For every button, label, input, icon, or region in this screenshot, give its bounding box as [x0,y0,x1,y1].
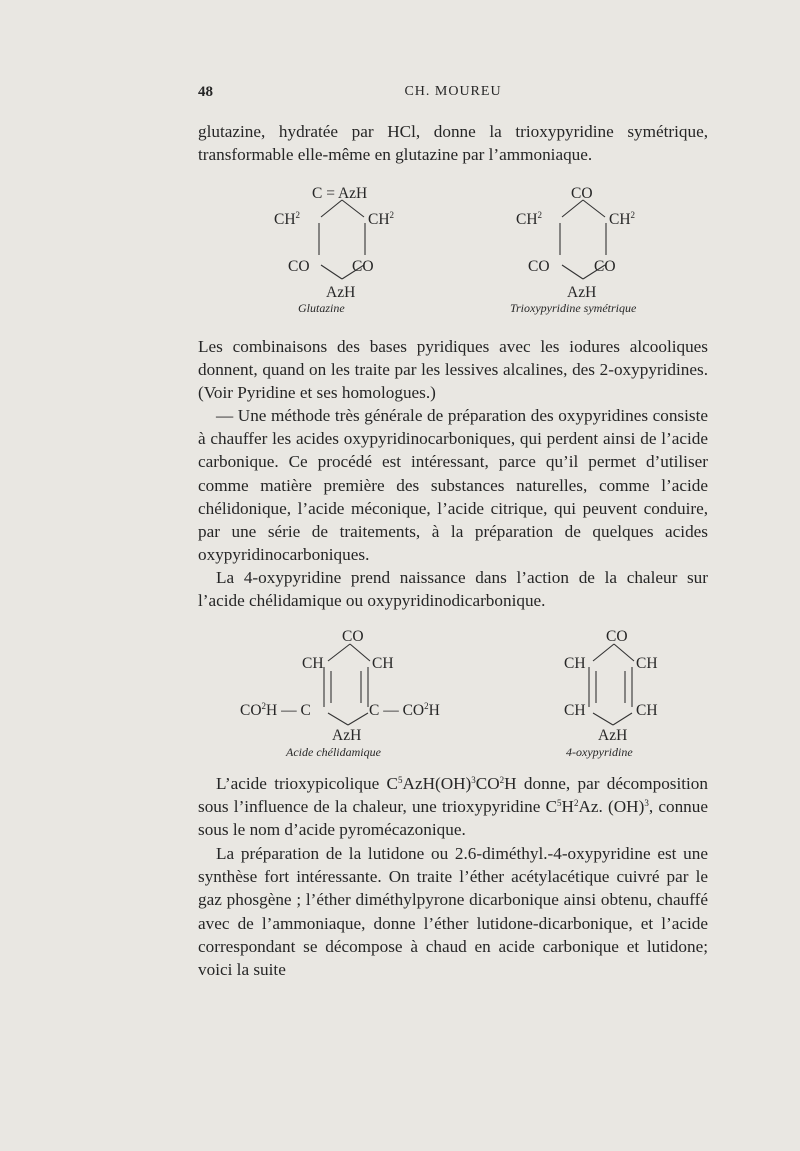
glutazine-left-top: CH [274,211,296,228]
page-header [198,84,708,108]
4-oxypyridine-top: CO [606,628,628,645]
chelidamique-right-bottom: C — $CO^2H$ [369,701,440,719]
page-number: 48 [198,84,213,100]
trioxypyridine-caption: Trioxypyridine symétrique [510,301,637,315]
paragraph-4: La 4-oxypyridine prend naissance dans l’action de la chaleur sur l’acide chélidamique ou oxypyridinodicarbonique. [198,568,708,611]
trioxypyridine-bottom: AzH [567,284,597,301]
running-head: CH. MOUREU [404,84,502,99]
4-oxypyridine-left-bottom: CH [564,702,586,719]
chelidamique-left-top: CH [302,655,324,672]
4-oxypyridine-right-bottom: CH [636,702,658,719]
paragraph-6: La préparation de la lutidone ou 2.6-diméthyl.-4-oxypyridine est une synthèse fort intéressante. On traite l’éther acétylacétique cuivré par le gaz phosgène ; l’éther diméthylpyrone dicarbonique ainsi obtenu, chauffé avec de l’ammoniaque, donne l’éther lutidone-dicarbonique, et l’acide correspondant se décompose à chaud en acide carbonique et lutidone; voici la suite [198,844,708,980]
4-oxypyridine-left-top: CH [564,655,586,672]
trioxypyridine-left-bottom: CO [528,258,550,275]
chelidamique-left-bottom: $CO^2H$ — C [240,701,311,719]
chelidamique-bottom: AzH [332,727,362,744]
chelidamique-right-top: CH [372,655,394,672]
4-oxypyridine-right-top: CH [636,655,658,672]
formula-4-oxypyridine [560,627,690,762]
chelidamique-top: CO [342,628,364,645]
glutazine-bottom: AzH [326,284,356,301]
glutazine-right-bottom: CO [352,258,374,275]
glutazine-left-bottom: CO [288,258,310,275]
paragraph-2: Les combinaisons des bases pyridiques avec les iodures alcooliques donnent, quand on les traite par les lessives alcalines, des 2-oxypyridines. (Voir Pyridine et ses homologues.) [198,337,708,403]
trioxypyridine-right-bottom: CO [594,258,616,275]
glutazine-top: C = AzH [312,185,368,202]
formula-acide-chelidamique [240,627,470,762]
paragraph-3: — Une méthode très générale de préparation des oxypyridines consiste à chauffer les acides oxypyridinocarboniques, qui perdent ainsi de l’acide carbonique. Ce procédé est intéressant, parce qu’il permet d’utiliser comme matière première des substances naturelles, comme l’acide chélidonique, l’acide méconique, l’acide citrique, qui peuvent conduire, par une série de traitements, à la préparation de quelques acides oxypyridinocarboniques. [198,406,708,565]
paragraph-1: glutazine, hydratée par HCl, donne la trioxypyridine symétrique, transformable elle-même en glutazine par l’ammoniaque. [198,122,708,165]
trioxypyridine-right-top: CH [609,211,631,228]
formula-glutazine: C = AzH $CH^2$ $CH^2$ CO CO AzH Glutazine [270,183,410,318]
glutazine-right-top: CH [368,211,390,228]
chelidamique-caption: Acide chélidamique [286,745,381,759]
4-oxypyridine-caption: 4-oxypyridine [566,745,633,759]
glutazine-caption: Glutazine [298,301,345,315]
formula-trioxypyridine: CO $CH^2$ $CH^2$ CO CO AzH Trioxypyridine symétrique [510,183,670,318]
trioxypyridine-left-top: CH [516,211,538,228]
4-oxypyridine-bottom: AzH [598,727,628,744]
paragraph-5: L’acide trioxypicolique $C^5AzH(OH)^3CO^2H$ donne, par décomposition sous l’influence de la chaleur, une trioxypyridine $C^5H^2Az$. (OH)$^3$, connue sous le nom d’acide pyromécazonique. [198,774,708,840]
trioxypyridine-top: CO [571,185,593,202]
